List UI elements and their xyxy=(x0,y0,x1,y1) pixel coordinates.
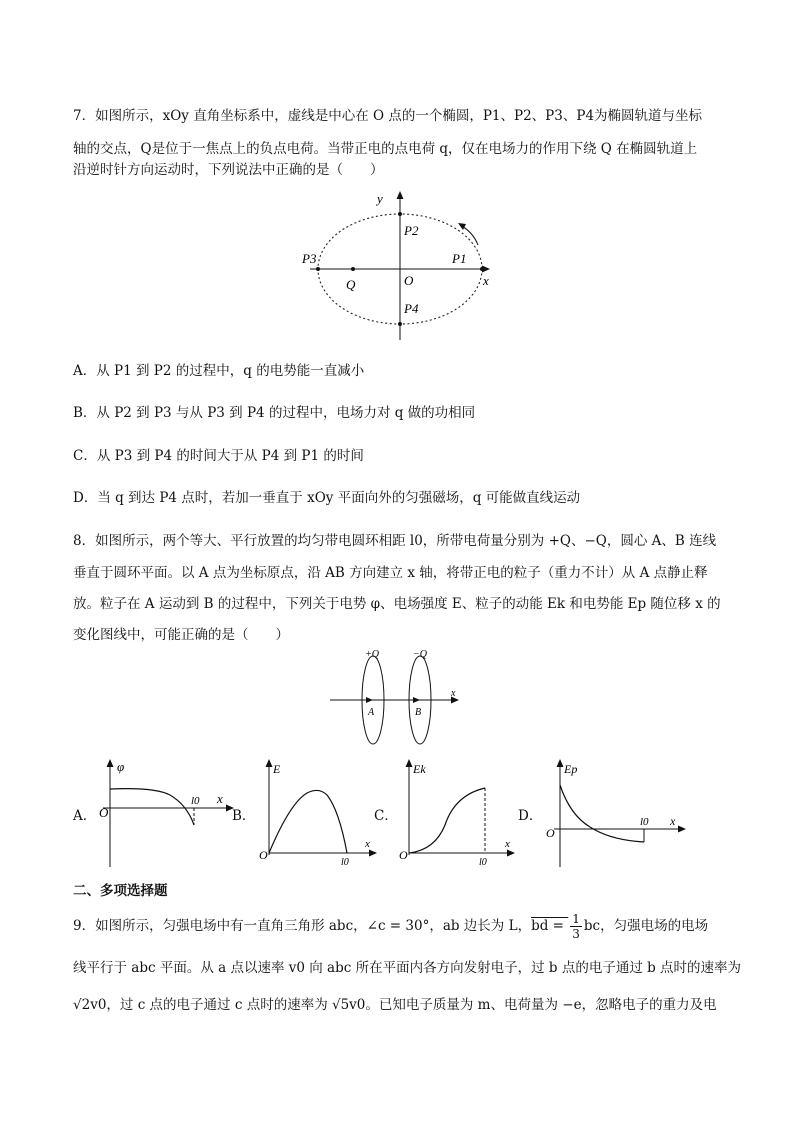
section-title: 二、多项选择题 xyxy=(73,883,168,899)
q7-option-b: B．从 P2 到 P3 与从 P3 到 P4 的过程中，电场力对 q 做的功相同 xyxy=(73,405,476,421)
q8-graph-a-O: O xyxy=(99,805,109,820)
q8-graph-d-label: D． xyxy=(518,808,543,824)
q8-graph-c-label: C． xyxy=(374,808,398,824)
q8-x-label: x xyxy=(451,688,456,699)
q8-graph-b-l0: l0 xyxy=(341,857,349,868)
q7-line2: 轴的交点，Q是位于一焦点上的负点电荷。当带正电的点电荷 q，仅在电场力的作用下绕 Q 在椭圆轨道上 xyxy=(73,141,698,157)
q8-graph-a-x: x xyxy=(217,791,223,806)
q8-graph-b-O: O xyxy=(259,848,268,862)
q8-A-label: A xyxy=(368,707,375,718)
q7-option-a: A．从 P1 到 P2 的过程中，q 的电势能一直减小 xyxy=(73,363,365,379)
q8-graph-d-l0: l0 xyxy=(640,816,649,828)
q7-Q-label: Q xyxy=(346,277,356,292)
q8-line3: 放。粒子在 A 运动到 B 的过程中，下列关于电势 φ、电场强度 E、粒子的动能 Ek 和电势能 Ep 随位移 x 的 xyxy=(73,596,721,612)
q8-graph-a-l0: l0 xyxy=(191,795,200,807)
q8-graph-c-l0: l0 xyxy=(479,857,487,868)
q8-minusQ-label: −Q xyxy=(413,649,427,660)
q8-graph-d xyxy=(540,755,690,870)
q8-graph-c-yaxis: Ek xyxy=(413,762,426,776)
q9-line1-text: 9．如图所示，匀强电场中有一直角三角形 abc，∠c = 30°，ab 边长为 L， xyxy=(73,918,532,934)
q7-P3-label: P3 xyxy=(302,251,317,266)
q9-line1-tail: bc，匀强电场的电场 xyxy=(583,918,709,934)
q8-graph-c xyxy=(395,755,525,870)
q9-frac-den: 3 xyxy=(572,927,580,941)
q7-P2-label: P2 xyxy=(404,223,419,238)
q7-P1-label: P1 xyxy=(452,251,467,266)
q7-option-d: D．当 q 到达 P4 点时，若加一垂直于 xOy 平面向外的匀强磁场，q 可能做直线运动 xyxy=(73,490,581,506)
q9-bd: bd = xyxy=(531,918,569,934)
q7-x-label: x xyxy=(483,273,489,288)
q7-option-c: C．从 P3 到 P4 的时间大于从 P4 到 P1 的时间 xyxy=(73,448,364,464)
q8-graph-c-O: O xyxy=(399,848,408,862)
q7-O-label: O xyxy=(404,273,414,288)
q8-graph-b-yaxis: E xyxy=(273,762,281,776)
q8-graph-b-x: x xyxy=(365,838,370,850)
q7-y-label: y xyxy=(377,191,383,206)
q8-graph-b xyxy=(255,755,385,870)
q9-frac-num: 1 xyxy=(572,912,580,926)
q8-line2: 垂直于圆环平面。以 A 点为坐标原点，沿 AB 方向建立 x 轴，将带正电的粒子（重力不计）从 A 点静止释 xyxy=(73,565,708,581)
q9-line1 xyxy=(73,912,708,941)
q7-ellipse-figure xyxy=(290,185,510,345)
q8-graph-d-yaxis: Ep xyxy=(564,762,578,776)
q8-rings-figure xyxy=(325,645,475,750)
q8-graph-c-x: x xyxy=(505,838,510,850)
q7-P4-label: P4 xyxy=(404,301,419,316)
q8-line1: 8．如图所示，两个等大、平行放置的均匀带电圆环相距 l0，所带电荷量分别为 +Q、−Q，圆心 A、B 连线 xyxy=(73,533,717,549)
q9-line3: √2v0，过 c 点的电子通过 c 点时的速率为 √5v0。已知电子质量为 m、电荷量为 −e，忽略电子的重力及电 xyxy=(73,997,717,1013)
q7-line1: 7．如图所示，xOy 直角坐标系中，虚线是中心在 O 点的一个椭圆，P1、P2、P3、P4为椭圆轨道与坐标 xyxy=(73,108,703,124)
q8-graph-a-yaxis: φ xyxy=(117,759,125,774)
q8-plusQ-label: +Q xyxy=(365,649,379,660)
q8-graph-d-x: x xyxy=(670,814,676,828)
q9-line2: 线平行于 abc 平面。从 a 点以速率 v0 向 abc 所在平面内各方向发射电子，过 b 点的电子通过 b 点时的速率为 xyxy=(73,960,742,976)
q7-line3: 沿逆时针方向运动时，下列说法中正确的是（ ） xyxy=(73,162,384,178)
q9-fraction xyxy=(570,912,582,941)
q8-line4: 变化图线中，可能正确的是（ ） xyxy=(73,627,289,643)
q8-B-label: B xyxy=(415,707,422,718)
q8-graph-a xyxy=(95,755,235,870)
q8-graph-a-label: A． xyxy=(73,808,97,824)
q8-graph-d-O: O xyxy=(546,826,555,840)
q8-graph-b-label: B． xyxy=(232,808,256,824)
